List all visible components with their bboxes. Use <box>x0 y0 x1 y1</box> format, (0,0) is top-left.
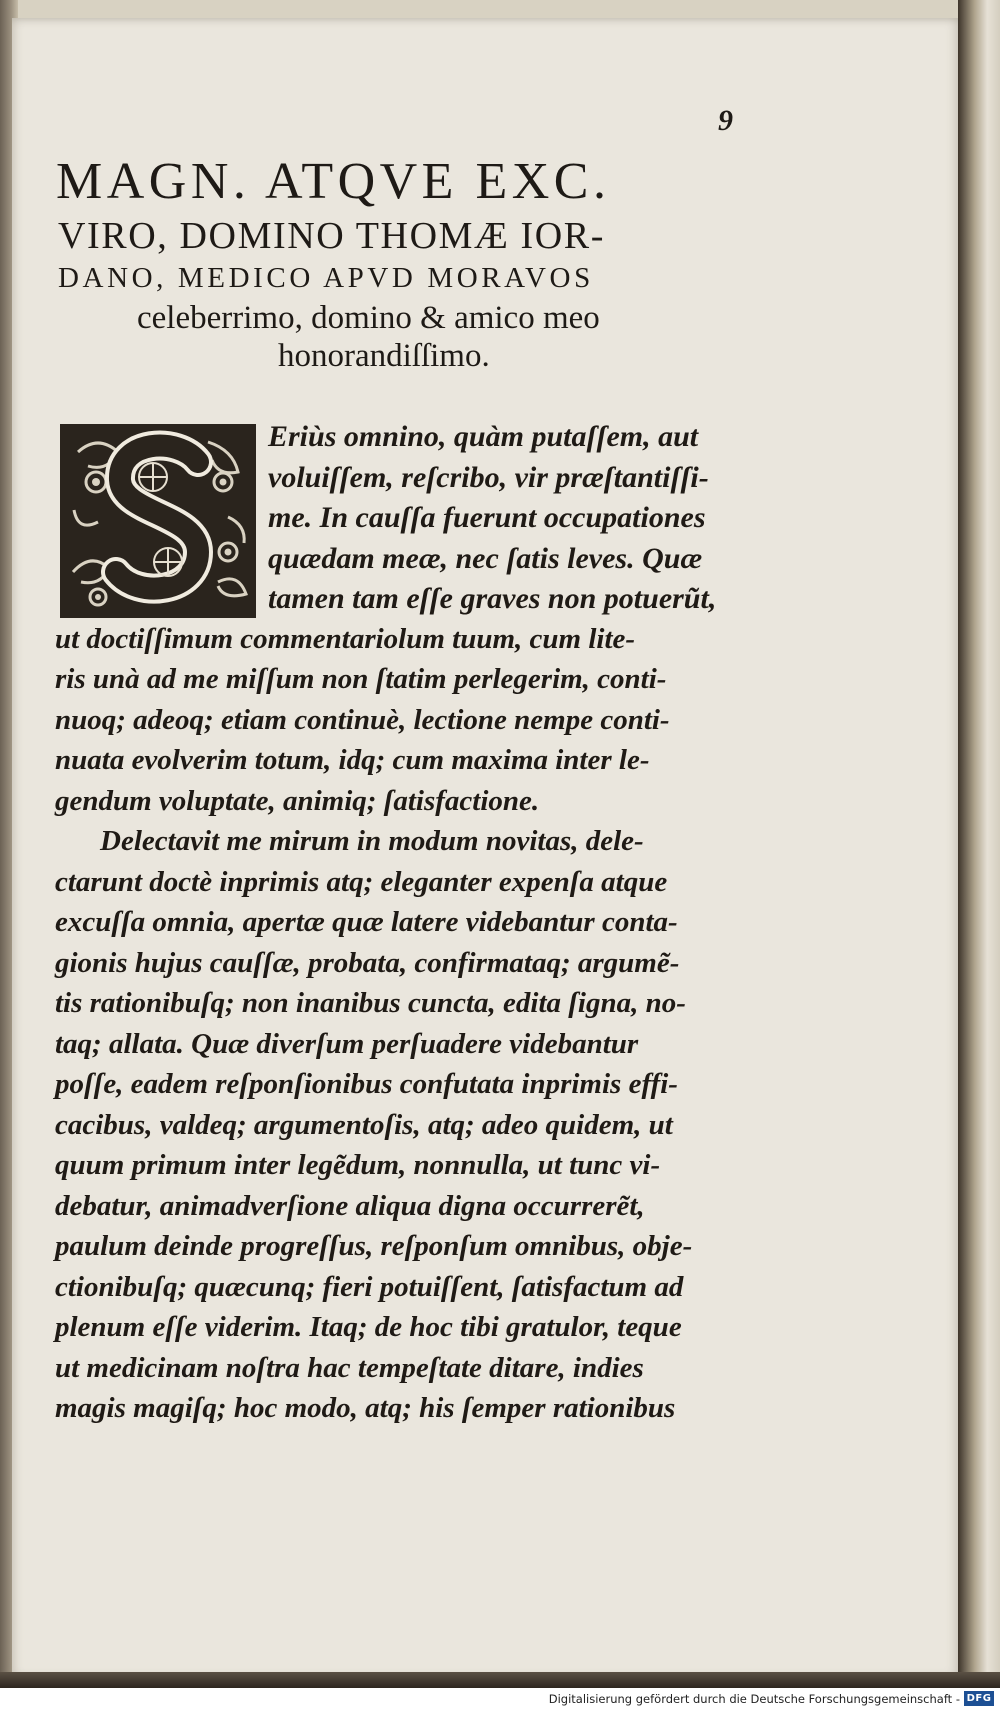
text-line: ctarunt doctè inprimis atq; eleganter expenſa atque <box>55 866 668 898</box>
text-line: plenum eſſe viderim. Itaq; de hoc tibi gratulor, teque <box>55 1311 682 1343</box>
text-line: Eriùs omnino, quàm putaſſem, aut <box>268 420 699 453</box>
text-line: ctionibuſq; quæcunq; fieri potuiſſent, ſatisfactum ad <box>55 1271 684 1303</box>
title-line-1: MAGN. ATQVE EXC. <box>56 153 611 210</box>
text-line: gendum voluptate, animiq; ſatisfactione. <box>55 785 540 817</box>
text-line: taq; allata. Quæ diverſum perſuadere videbantur <box>55 1028 639 1060</box>
text-line: quædam meæ, nec ſatis leves. Quæ <box>268 542 703 575</box>
text-line: cacibus, valdeq; argumentoſis, atq; adeo quidem, ut <box>55 1109 673 1141</box>
text-line: me. In cauſſa fuerunt occupationes <box>268 501 706 534</box>
text-line: nuoq; adeoq; etiam continuè, lectione nempe conti- <box>55 704 670 736</box>
text-line: tamen tam eſſe graves non potuerũt, <box>268 582 717 615</box>
text-line: quum primum inter legẽdum, nonnulla, ut tunc vi- <box>55 1149 661 1181</box>
text-line: tis rationibuſq; non inanibus cuncta, edita ſigna, no- <box>55 987 686 1019</box>
title-line-2: VIRO, DOMINO THOMÆ IOR- <box>58 215 605 257</box>
text-line: poſſe, eadem reſponſionibus confutata inprimis effi- <box>55 1068 678 1100</box>
page-number: 9 <box>718 104 733 137</box>
text-line: ut doctiſſimum commentariolum tuum, cum lite- <box>55 623 636 655</box>
text-line: magis magiſq; hoc modo, atq; his ſemper rationibus <box>55 1392 676 1424</box>
text-line: ut medicinam noſtra hac tempeſtate ditare, indies <box>55 1352 644 1384</box>
book-bottom-edge <box>0 1672 1000 1688</box>
page-fore-edge <box>958 0 1000 1690</box>
dfg-logo-icon: DFG <box>964 1691 994 1706</box>
text-line: paulum deinde progreſſus, reſponſum omnibus, obje- <box>55 1230 693 1262</box>
text-line: nuata evolverim totum, idq; cum maxima inter le- <box>55 744 650 776</box>
text-line: debatur, animadverſione aliqua digna occurrerẽt, <box>55 1190 645 1222</box>
title-line-3: DANO, MEDICO APVD MORAVOS <box>58 262 594 294</box>
text-line: ris unà ad me miſſum non ſtatim perlegerim, conti- <box>55 663 667 695</box>
digitization-credit: Digitalisierung gefördert durch die Deutsche Forschungsgemeinschaft - <box>548 1692 960 1706</box>
title-line-4: celeberrimo, domino & amico meo <box>137 300 600 336</box>
text-line: excuſſa omnia, apertæ quæ latere videbantur conta- <box>55 906 678 938</box>
text-line: gionis hujus cauſſæ, probata, confirmataq; argumẽ- <box>55 947 680 979</box>
text-line: Delectavit me mirum in modum novitas, dele- <box>100 825 644 857</box>
text-line: voluiſſem, reſcribo, vir præſtantiſſi- <box>268 461 709 494</box>
ornamental-initial-s-icon <box>58 422 258 620</box>
title-line-5: honorandiſſimo. <box>278 338 490 374</box>
